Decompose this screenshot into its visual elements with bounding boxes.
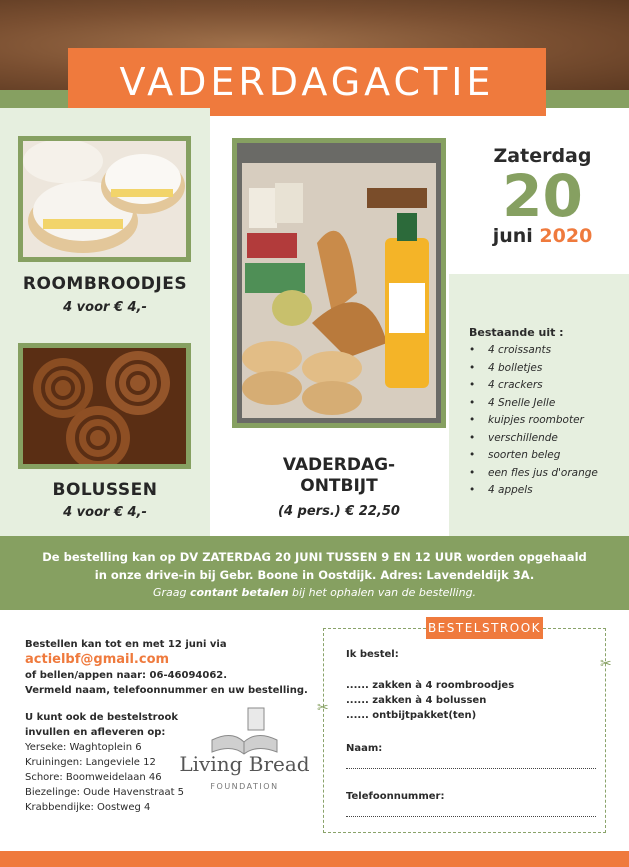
contents-list <box>469 342 624 500</box>
list-item: • soorten beleg <box>469 447 624 465</box>
list-item: • een fles jus d'orange <box>469 465 624 483</box>
scissors-icon: ✂ <box>600 656 612 672</box>
pickup-info-band <box>0 536 629 610</box>
location-item: Yerseke: Waghtoplein 6 <box>25 742 142 753</box>
roombroodjes-title: ROOMBROODJES <box>22 274 188 294</box>
coupon-name-label: Naam: <box>346 743 383 754</box>
breakfast-price: (4 pers.) € 22,50 <box>278 504 400 519</box>
contents-heading: Bestaande uit : <box>469 326 564 339</box>
coupon-line-ontbijt[interactable]: ...... ontbijtpakket(ten) <box>346 710 477 721</box>
scissors-icon: ✂ <box>317 700 329 716</box>
date-number: 20 <box>502 162 583 230</box>
list-item: • 4 appels <box>469 482 624 500</box>
title-banner <box>68 48 546 116</box>
date-year: 2020 <box>539 225 593 247</box>
pickup-line-1: De bestelling kan op DV ZATERDAG 20 JUNI TUSSEN 9 EN 12 UUR worden opgehaald <box>42 550 587 564</box>
coupon-intro-2: invullen en afleveren op: <box>25 727 166 738</box>
date-month-year <box>470 225 615 247</box>
bolussen-photo <box>18 343 191 469</box>
list-item: • kuipjes roomboter <box>469 412 624 430</box>
date-month: juni <box>492 225 533 247</box>
date-day: Zaterdag <box>493 145 592 167</box>
pickup-line-2: in onze drive-in bij Gebr. Boone in Oostdijk. Adres: Lavendeldijk 3A. <box>94 568 535 582</box>
pickup-line-3-pre: Graag <box>152 586 190 599</box>
pickup-line-3 <box>0 584 629 602</box>
page-title: VADERDAGACTIE <box>119 60 495 104</box>
bolussen-price: 4 voor € 4,- <box>63 505 147 520</box>
breakfast-contents <box>469 326 624 500</box>
order-phone: of bellen/appen naar: 06-46094062. <box>25 670 228 681</box>
coupon-order-label: Ik bestel: <box>346 649 399 660</box>
roombroodjes-photo <box>18 136 191 262</box>
date-block <box>470 145 615 247</box>
coupon-line-roombroodjes[interactable]: ...... zakken à 4 roombroodjes <box>346 680 515 691</box>
list-item: • 4 Snelle Jelle <box>469 395 624 413</box>
location-item: Biezelinge: Oude Havenstraat 5 <box>25 787 185 798</box>
logo-subtitle: FOUNDATION <box>210 782 279 791</box>
logo-name: Living Bread <box>179 752 310 776</box>
list-item: • 4 crackers <box>469 377 624 395</box>
footer-band <box>0 851 629 867</box>
breakfast-box-photo <box>232 138 446 428</box>
bolussen-title: BOLUSSEN <box>52 480 158 500</box>
list-item: • 4 croissants <box>469 342 624 360</box>
coupon-phone-label: Telefoonnummer: <box>346 791 445 802</box>
phone-field[interactable] <box>346 816 596 817</box>
list-item: • verschillende <box>469 430 624 448</box>
roombroodjes-price: 4 voor € 4,- <box>63 300 147 315</box>
breakfast-title-line2: ONTBIJT <box>300 476 378 496</box>
order-intro: Bestellen kan tot en met 12 juni via <box>25 639 227 650</box>
location-item: Schore: Boomweidelaan 46 <box>25 772 162 783</box>
order-email-link[interactable]: actielbf@gmail.com <box>25 652 170 667</box>
name-field[interactable] <box>346 768 596 769</box>
coupon-tag: BESTELSTROOK <box>426 617 543 639</box>
pickup-line-3-post: bij het ophalen van de bestelling. <box>288 586 477 599</box>
coupon-intro-1: U kunt ook de bestelstrook <box>25 712 178 723</box>
breakfast-title <box>232 455 446 497</box>
pickup-payment-note: contant betalen <box>189 586 289 599</box>
order-mention: Vermeld naam, telefoonnummer en uw bestelling. <box>25 685 308 696</box>
breakfast-title-line1: VADERDAG- <box>282 455 396 475</box>
location-item: Kruiningen: Langeviele 12 <box>25 757 156 768</box>
list-item: • 4 bolletjes <box>469 360 624 378</box>
coupon-line-bolussen[interactable]: ...... zakken à 4 bolussen <box>346 695 487 706</box>
location-item: Krabbendijke: Oostweg 4 <box>25 802 151 813</box>
